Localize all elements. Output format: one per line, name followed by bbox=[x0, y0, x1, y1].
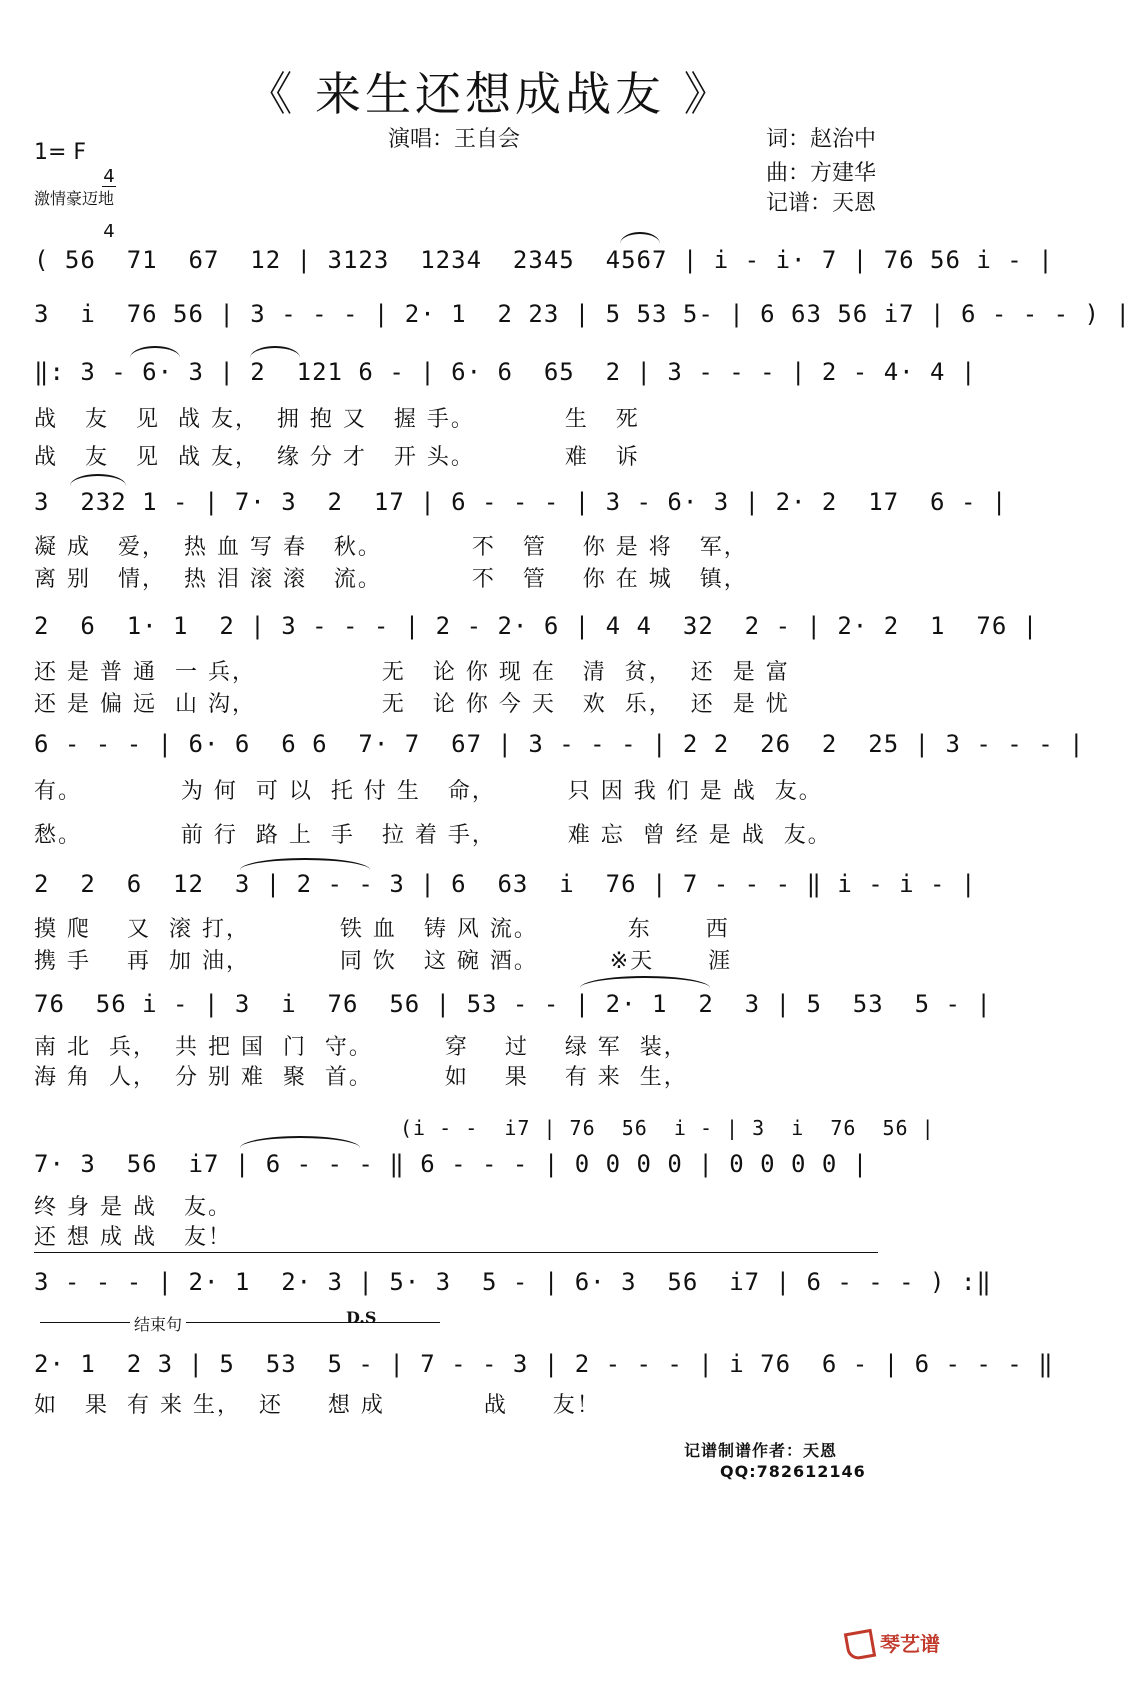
score-system-6-lyric-2: 愁。 前 行 路 上 手 拉 着 手， 难 忘 曾 经 是 战 友。 bbox=[34, 823, 832, 848]
key-signature: 1= F bbox=[34, 140, 87, 165]
transcriber-credit: 记谱：天恩 bbox=[766, 191, 877, 216]
site-logo bbox=[846, 1628, 940, 1660]
score-system-6-notes: 6 - - - | 6· 6 6 6 7· 7 67 | 3 - - - | 2 2 26 2 25 | 3 - - - | bbox=[34, 730, 1085, 758]
score-system-8-lyric-2: 海 角 人， 分 别 难 聚 首。 如 果 有 来 生， bbox=[34, 1065, 688, 1090]
score-system-7-notes: 2 2 6 12 3 | 2 - - 3 | 6 63 i 76 | 7 - - - ‖ i - i - | bbox=[34, 870, 977, 898]
score-system-3-lyric-2: 战 友 见 战 友， 缘 分 才 开 头。 难 诉 bbox=[34, 445, 640, 470]
bracket-line bbox=[34, 1252, 878, 1253]
score-system-7-lyric-1: 摸 爬 又 滚 打， 铁 血 铸 风 流。 东 西 bbox=[34, 917, 730, 942]
score-system-11-lyric-1: 如 果 有 来 生， 还 想 成 战 友！ bbox=[34, 1393, 601, 1418]
slur-mark bbox=[70, 474, 126, 486]
score-system-4-lyric-1: 凝 成 爱， 热 血 写 春 秋。 不 管 你 是 将 军， bbox=[34, 535, 748, 560]
score-system-1-notes: ( 56 71 67 12 | 3123 1234 2345 4567 | i - i· 7 | 76 56 i - | bbox=[34, 246, 1054, 274]
slur-mark bbox=[620, 232, 660, 244]
score-system-9-notes: 7· 3 56 i7 | 6 - - - ‖ 6 - - - | 0 0 0 0 | 0 0 0 0 | bbox=[34, 1150, 869, 1178]
score-system-5-lyric-2: 还 是 偏 远 山 沟， 无 论 你 今 天 欢 乐， 还 是 忧 bbox=[34, 692, 790, 717]
footer-author: 记谱制谱作者：天恩 bbox=[684, 1441, 838, 1460]
score-system-9-header: (i - - i7 | 76 56 i - | 3 i 76 56 | bbox=[400, 1116, 935, 1140]
slur-mark bbox=[580, 976, 710, 988]
slur-mark bbox=[240, 1136, 360, 1148]
score-system-11-notes: 2· 1 2 3 | 5 53 5 - | 7 - - 3 | 2 - - - | i 76 6 - | 6 - - - ‖ bbox=[34, 1350, 1054, 1378]
score-system-8-lyric-1: 南 北 兵， 共 把 国 门 守。 穿 过 绿 军 装， bbox=[34, 1035, 688, 1060]
logo-icon bbox=[844, 1629, 876, 1661]
tempo-marking: 激情豪迈地 bbox=[34, 189, 115, 208]
slur-mark bbox=[250, 346, 300, 358]
singer-credit: 演唱：王自会 bbox=[388, 127, 521, 152]
slur-mark bbox=[240, 858, 370, 870]
score-system-4-notes: 3 232 1 - | 7· 3 2 17 | 6 - - - | 3 - 6· 3 | 2· 2 17 6 - | bbox=[34, 488, 1008, 516]
score-system-8-notes: 76 56 i - | 3 i 76 56 | 53 - - | 2· 1 2 3 | 5 53 5 - | bbox=[34, 990, 992, 1018]
ending-bracket-line bbox=[40, 1322, 440, 1323]
score-system-5-lyric-1: 还 是 普 通 一 兵， 无 论 你 现 在 清 贫， 还 是 富 bbox=[34, 660, 790, 685]
footer-qq: QQ:782612146 bbox=[720, 1462, 866, 1481]
lyricist-credit: 词：赵治中 bbox=[766, 127, 877, 152]
score-system-2-notes: 3 i 76 56 | 3 - - - | 2· 1 2 23 | 5 53 5- | 6 63 56 i7 | 6 - - - ) | bbox=[34, 300, 1131, 328]
slur-mark bbox=[130, 346, 180, 358]
score-system-7-lyric-2: 携 手 再 加 油， 同 饮 这 碗 酒。 ※天 涯 bbox=[34, 949, 733, 974]
score-system-4-lyric-2: 离 别 情， 热 泪 滚 滚 流。 不 管 你 在 城 镇， bbox=[34, 567, 748, 592]
score-system-5-notes: 2 6 1· 1 2 | 3 - - - | 2 - 2· 6 | 4 4 32 2 - | 2· 2 1 76 | bbox=[34, 612, 1039, 640]
score-system-9-lyric-2: 还 想 成 战 友！ bbox=[34, 1225, 232, 1250]
composer-credit: 曲：方建华 bbox=[766, 161, 877, 186]
score-system-3-notes: ‖: 3 - 6· 3 | 2 121 6 - | 6· 6 65 2 | 3 - - - | 2 - 4· 4 | bbox=[34, 358, 977, 386]
time-signature-bottom: 4 bbox=[103, 221, 115, 242]
score-system-10-notes: 3 - - - | 2· 1 2· 3 | 5· 3 5 - | 6· 3 56 i7 | 6 - - - ) :‖ bbox=[34, 1268, 992, 1296]
time-signature-top: 4 bbox=[103, 166, 115, 187]
page-title: 《 来生还想成战友 》 bbox=[246, 67, 734, 121]
score-system-3-lyric-1: 战 友 见 战 友， 拥 抱 又 握 手。 生 死 bbox=[34, 407, 640, 432]
ending-label: 结束句 bbox=[130, 1312, 186, 1335]
score-system-6-lyric-1: 有。 为 何 可 以 托 付 生 命， 只 因 我 们 是 战 友。 bbox=[34, 779, 823, 804]
logo-text: 琴艺谱 bbox=[880, 1631, 940, 1656]
score-system-9-lyric-1: 终 身 是 战 友。 bbox=[34, 1195, 232, 1220]
dal-segno-mark: D.S bbox=[346, 1308, 377, 1327]
